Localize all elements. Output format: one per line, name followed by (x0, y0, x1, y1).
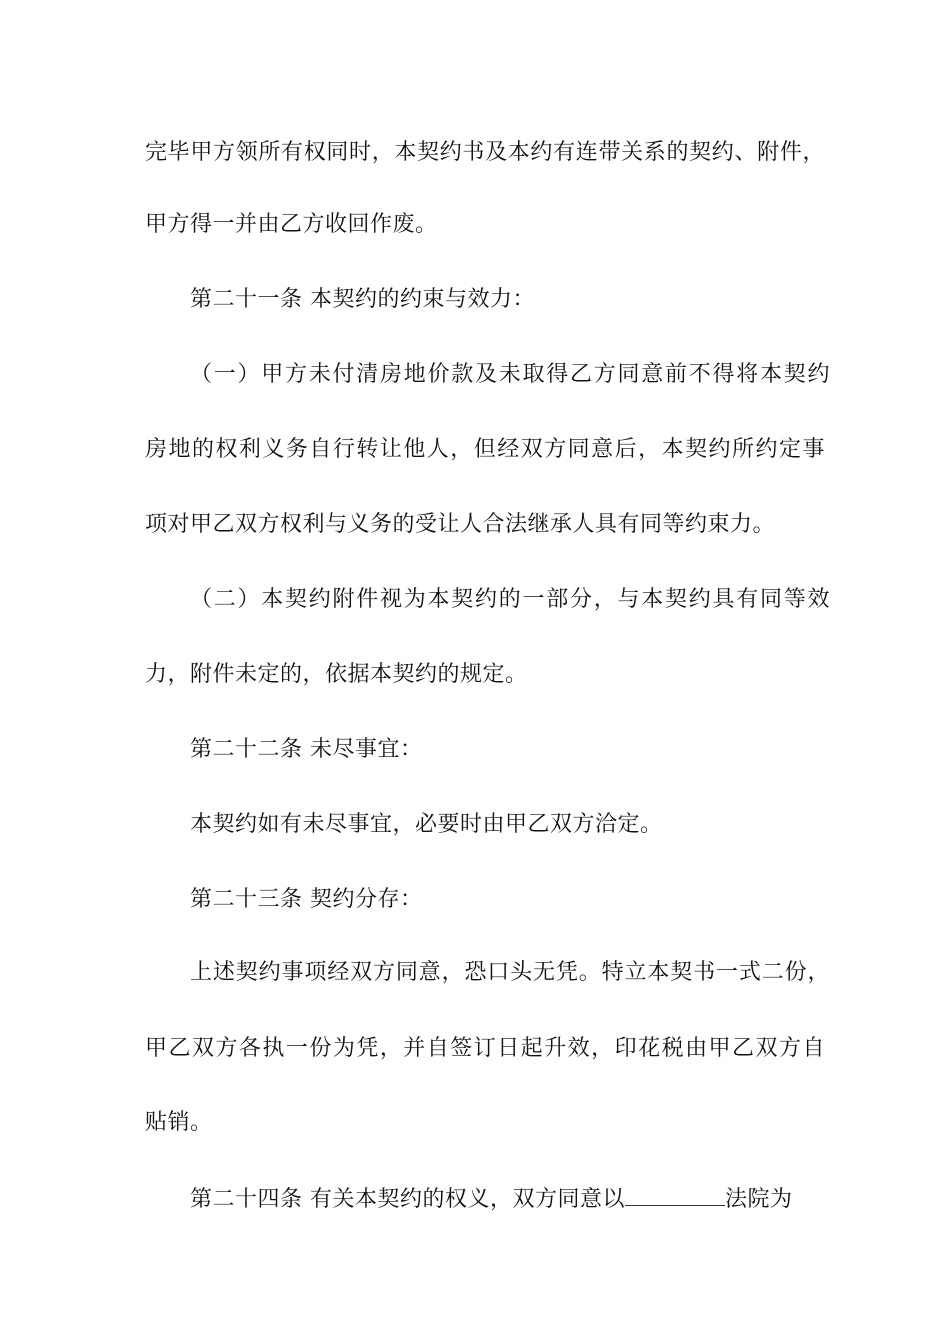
article-24-line (190, 1183, 830, 1215)
paragraph-line: 完毕甲方领所有权同时，本契约书及本约有连带关系的契约、附件， (145, 140, 825, 165)
clause-1-line: 项对甲乙双方权利与义务的受让人合法继承人具有同等约束力。 (145, 512, 776, 537)
paragraph-line: 甲方得一并由乙方收回作废。 (145, 212, 438, 237)
clause-1-line: 房地的权利义务自行转让他人，但经双方同意后，本契约所约定事 (145, 437, 825, 462)
article-23-heading: 第二十三条 契约分存： (190, 887, 423, 912)
clause-2-line: （二）本契约附件视为本契约的一部分，与本契约具有同等效 (190, 587, 830, 612)
article-24-text-after: 法院为 (725, 1187, 793, 1212)
article-21-heading: 第二十一条 本契约的约束与效力： (190, 287, 535, 312)
clause-2-line: 力，附件未定的，依据本契约的规定。 (145, 662, 528, 687)
article-23-body-line: 贴销。 (145, 1110, 213, 1135)
article-23-body-line: 上述契约事项经双方同意，恐口头无凭。特立本契书一式二份， (190, 960, 830, 985)
article-23-body-line: 甲乙双方各执一份为凭，并自签订日起升效，印花税由甲乙双方自 (145, 1036, 825, 1061)
article-22-heading: 第二十二条 未尽事宜： (190, 737, 423, 762)
court-name-blank[interactable] (625, 1183, 725, 1206)
article-22-body: 本契约如有未尽事宜，必要时由甲乙双方洽定。 (190, 812, 663, 837)
clause-1-line: （一）甲方未付清房地价款及未取得乙方同意前不得将本契约 (190, 362, 830, 387)
article-24-text-before: 第二十四条 有关本契约的权义，双方同意以 (190, 1187, 625, 1212)
